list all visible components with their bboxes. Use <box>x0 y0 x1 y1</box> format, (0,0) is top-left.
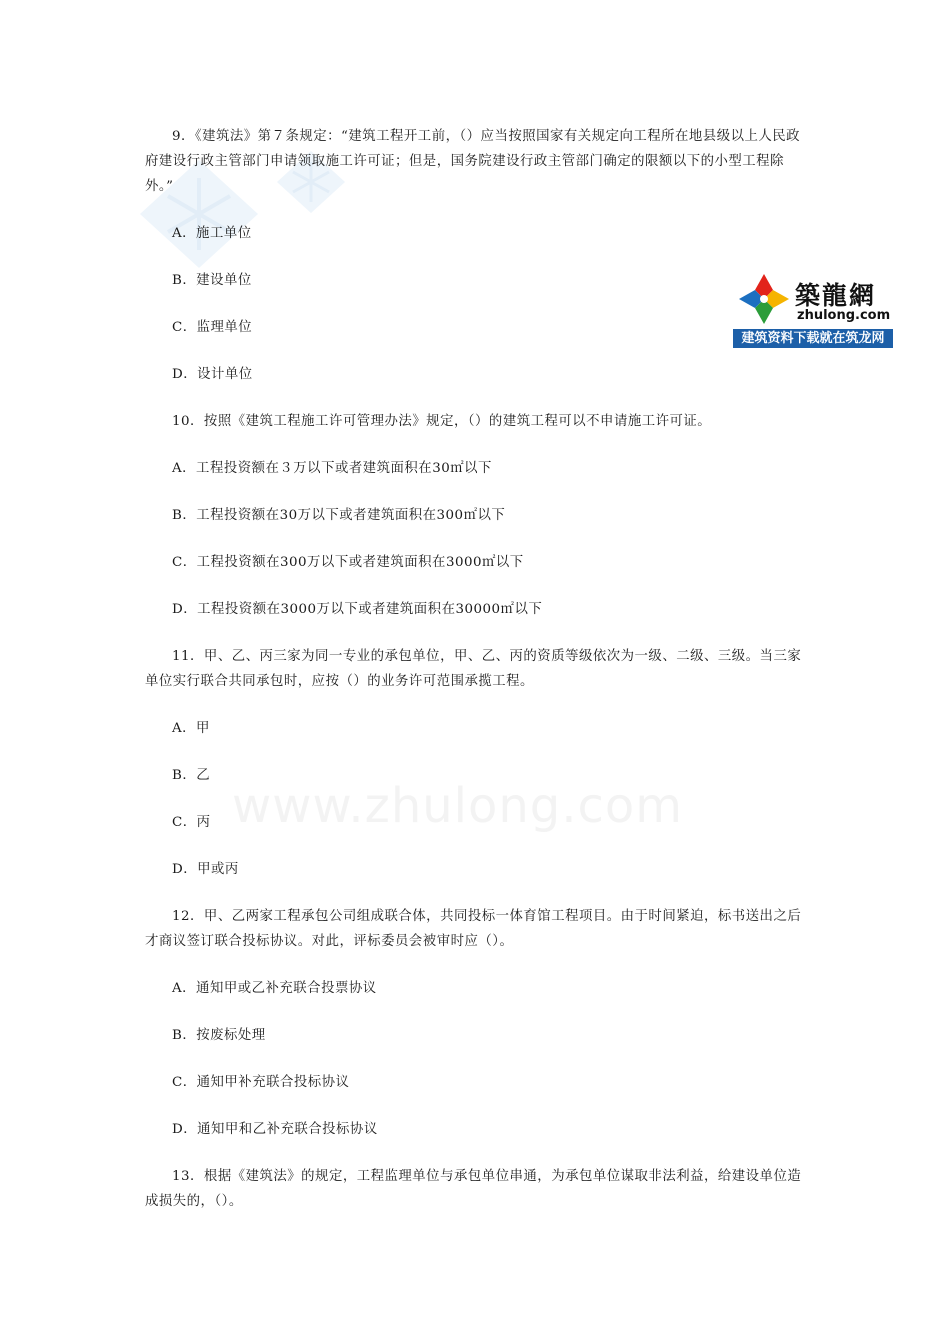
answer-option: A．甲 <box>172 721 210 736</box>
question-stem: 12．甲、乙两家工程承包公司组成联合体，共同投标一体育馆工程项目。由于时间紧迫，标书送出之后才商议签订联合投标协议。对此，评标委员会被审时应（）。 <box>145 909 802 949</box>
question-stem: 13．根据《建筑法》的规定，工程监理单位与承包单位串通，为承包单位谋取非法利益，给建设单位造成损失的，（）。 <box>145 1169 802 1209</box>
logo-chinese-name: 築龍網 <box>795 281 877 310</box>
answer-option: D．通知甲和乙补充联合投标协议 <box>172 1122 378 1137</box>
answer-option: B．工程投资额在30万以下或者建筑面积在300㎡以下 <box>172 508 506 523</box>
answer-option: C．丙 <box>172 815 211 830</box>
answer-option: D．甲或丙 <box>172 862 239 877</box>
answer-option: B．建设单位 <box>172 273 252 288</box>
answer-option: C．通知甲补充联合投标协议 <box>172 1075 350 1090</box>
answer-option: A．施工单位 <box>172 226 252 241</box>
answer-option: D．工程投资额在3000万以下或者建筑面积在30000㎡以下 <box>172 602 543 617</box>
logo-slogan: 建筑资料下载就在筑龙网 <box>733 329 893 348</box>
question-stem: 9．《建筑法》第７条规定：“建筑工程开工前，（）应当按照国家有关规定向工程所在地县级以上人民政府建设行政主管部门申请领取施工许可证；但是，国务院建设行政主管部门确定的限额以下的小型工程除外。” <box>145 129 801 194</box>
answer-option: A．通知甲或乙补充联合投票协议 <box>172 981 377 996</box>
answer-option: B．乙 <box>172 768 211 783</box>
question-stem: 10．按照《建筑工程施工许可管理办法》规定，（）的建筑工程可以不申请施工许可证。 <box>172 414 712 429</box>
question-stem: 11．甲、乙、丙三家为同一专业的承包单位，甲、乙、丙的资质等级依次为一级、二级、三级。当三家单位实行联合共同承包时，应按（）的业务许可范围承揽工程。 <box>145 649 802 689</box>
watermark-text: www.zhulong.com <box>232 778 684 834</box>
answer-option: C．监理单位 <box>172 320 253 335</box>
answer-option: D．设计单位 <box>172 367 253 382</box>
answer-option: B．按废标处理 <box>172 1028 266 1043</box>
logo-domain: zhulong.com <box>797 308 891 323</box>
question-list <box>145 124 810 1214</box>
answer-option: C．工程投资额在300万以下或者建筑面积在3000㎡以下 <box>172 555 524 570</box>
answer-option: A．工程投资额在３万以下或者建筑面积在30㎡以下 <box>172 461 492 476</box>
